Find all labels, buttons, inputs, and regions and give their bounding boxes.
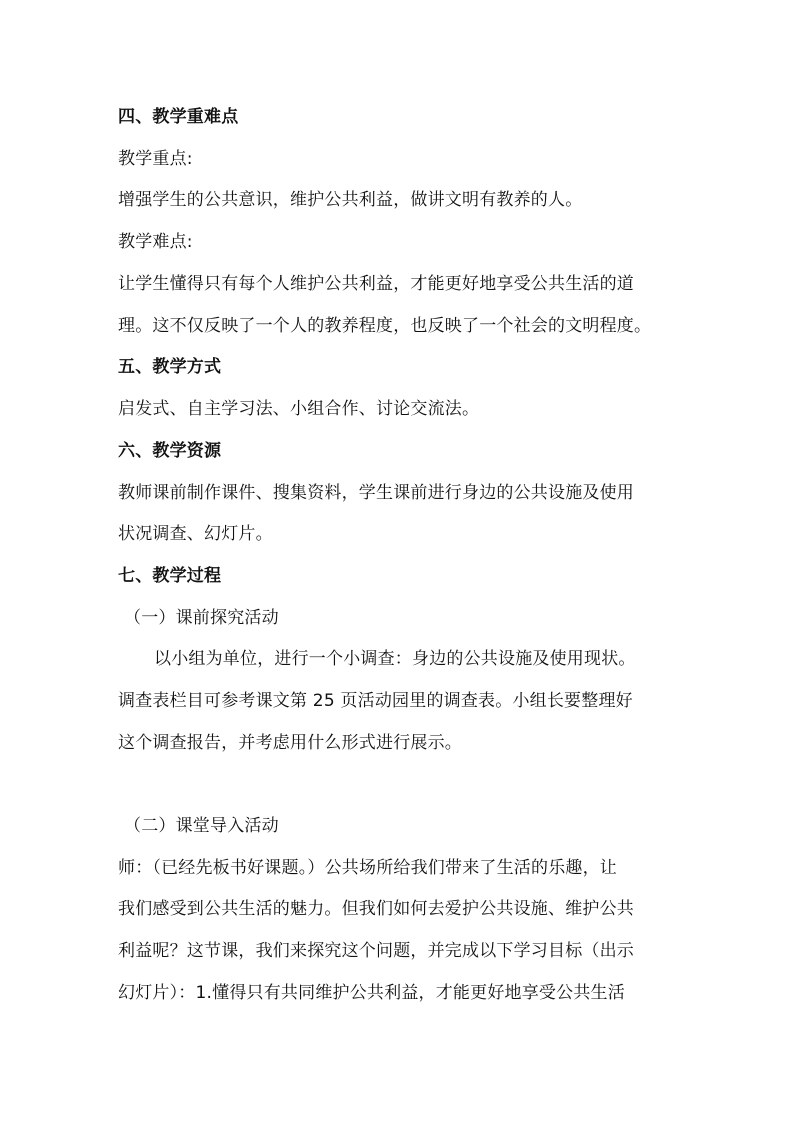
pre-class-activity-line: 以小组为单位，进行一个小调查：身边的公共设施及使用现状。 [154, 649, 636, 669]
teaching-method-text: 启发式、自主学习法、小组合作、讨论交流法。 [118, 399, 480, 419]
teaching-resource-line: 状况调查、幻灯片。 [118, 524, 273, 544]
teaching-focus-label: 教学重点: [118, 149, 193, 169]
pre-class-activity-line: 调查表栏目可参考课文第 25 页活动园里的调查表。小组长要整理好 [118, 691, 633, 711]
pre-class-activity-heading: （一）课前探究活动 [124, 608, 279, 628]
class-intro-activity-line: 幻灯片）：1.懂得只有共同维护公共利益，才能更好地享受公共生活 [118, 983, 625, 1003]
class-intro-activity-line: 我们感受到公共生活的魅力。但我们如何去爱护公共设施、维护公共 [118, 899, 634, 919]
teaching-focus-text: 增强学生的公共意识，维护公共利益，做讲文明有教养的人。 [118, 190, 583, 210]
section-5-heading: 五、教学方式 [118, 357, 222, 377]
teaching-difficulty-line: 理。这不仅反映了一个人的教养程度，也反映了一个社会的文明程度。 [118, 316, 652, 336]
teaching-difficulty-line: 让学生懂得只有每个人维护公共利益，才能更好地享受公共生活的道 [118, 274, 634, 294]
section-4-heading: 四、教学重难点 [118, 107, 239, 127]
section-7-heading: 七、教学过程 [118, 566, 222, 586]
class-intro-activity-line: 利益呢？这节课，我们来探究这个问题，并完成以下学习目标（出示 [118, 941, 634, 961]
section-6-heading: 六、教学资源 [118, 441, 222, 461]
teaching-resource-line: 教师课前制作课件、搜集资料，学生课前进行身边的公共设施及使用 [118, 483, 634, 503]
teaching-difficulty-label: 教学难点: [118, 232, 193, 252]
class-intro-activity-heading: （二）课堂导入活动 [124, 816, 279, 836]
class-intro-activity-line: 师：（已经先板书好课题。）公共场所给我们带来了生活的乐趣，让 [118, 858, 617, 878]
pre-class-activity-line: 这个调查报告，并考虑用什么形式进行展示。 [118, 733, 462, 753]
